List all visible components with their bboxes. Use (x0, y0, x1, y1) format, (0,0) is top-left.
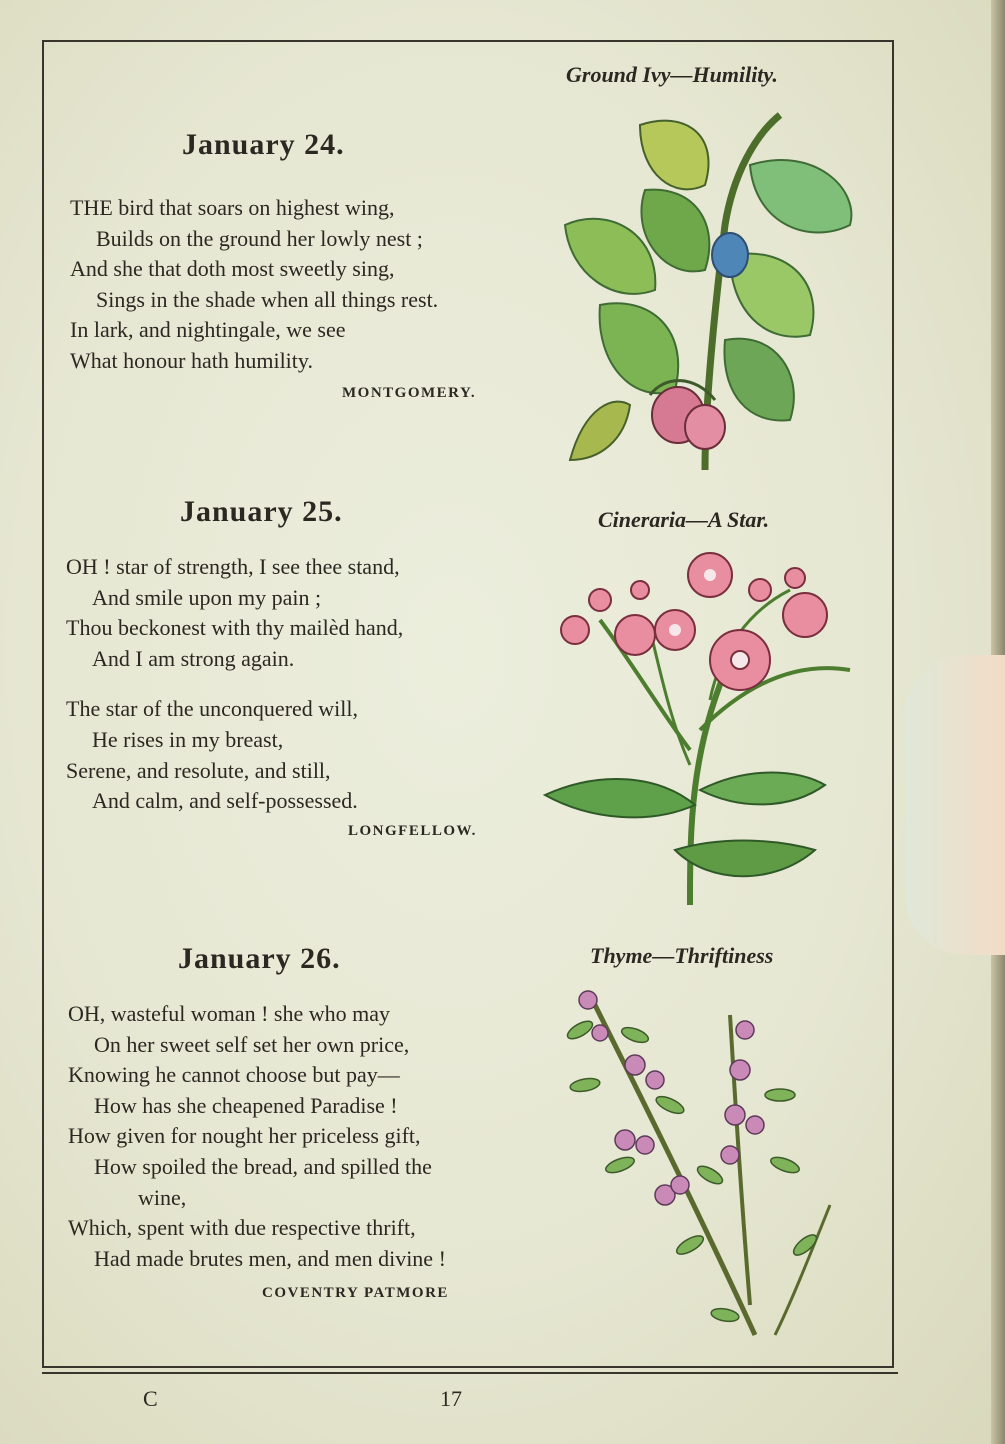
page-number: 17 (440, 1386, 462, 1411)
poem-line: Builds on the ground her lowly nest ; (96, 225, 423, 251)
date-heading-jan-24: January 24. (182, 128, 345, 161)
flower-title-ground-ivy: Ground Ivy—Humility. (566, 62, 778, 87)
poem-line: OH, wasteful woman ! she who may (68, 1001, 390, 1026)
poem-line: Which, spent with due respective thrift, (68, 1215, 416, 1241)
date-heading-jan-26: January 26. (178, 942, 341, 975)
poem-line: How given for nought her priceless gift, (68, 1123, 421, 1149)
poem-line: Knowing he cannot choose but pay— (68, 1062, 400, 1088)
flower-title-cineraria: Cineraria—A Star. (598, 507, 770, 532)
poem-line: The star of the unconquered will, (66, 696, 359, 722)
ground-ivy-illustration (555, 105, 865, 475)
poem-line: And calm, and self-possessed. (92, 788, 358, 814)
index-tab (905, 655, 1005, 955)
author-longfellow: LONGFELLOW. (348, 823, 477, 839)
poem-line: He rises in my breast, (92, 726, 284, 752)
poem-jan-26 (68, 999, 446, 1274)
signature-mark: C (143, 1386, 158, 1411)
poem-line: Thou beckonest with thy mailèd hand, (66, 615, 404, 641)
thyme-illustration (560, 985, 860, 1345)
date-heading-jan-25: January 25. (180, 495, 343, 528)
poem-line: Serene, and resolute, and still, (66, 757, 331, 783)
poem-line: And I am strong again. (92, 645, 295, 671)
poem-line: In lark, and nightingale, we see (70, 317, 346, 343)
poem-line: wine, (138, 1184, 187, 1210)
cineraria-illustration (540, 550, 865, 910)
flower-title-thyme: Thyme—Thriftiness (590, 943, 774, 968)
author-coventry-patmore: COVENTRY PATMORE (262, 1285, 449, 1301)
poem-line: Sings in the shade when all things rest. (96, 286, 439, 312)
poem-line: How has she cheapened Paradise ! (94, 1092, 398, 1118)
poem-line: THE bird that soars on highest wing, (70, 195, 395, 220)
poem-line: How spoiled the bread, and spilled the (94, 1153, 432, 1179)
poem-line: And smile upon my pain ; (92, 584, 322, 610)
poem-line: And she that doth most sweetly sing, (70, 256, 395, 282)
author-montgomery: MONTGOMERY. (342, 385, 477, 401)
poem-line: What honour hath humility. (70, 347, 313, 373)
poem-line: On her sweet self set her own price, (94, 1031, 410, 1057)
frame-rule (42, 1372, 898, 1374)
poem-jan-24 (70, 193, 438, 377)
poem-line: Had made brutes men, and men divine ! (94, 1245, 446, 1271)
poem-jan-25 (66, 552, 403, 817)
poem-line: OH ! star of strength, I see thee stand, (66, 554, 400, 579)
